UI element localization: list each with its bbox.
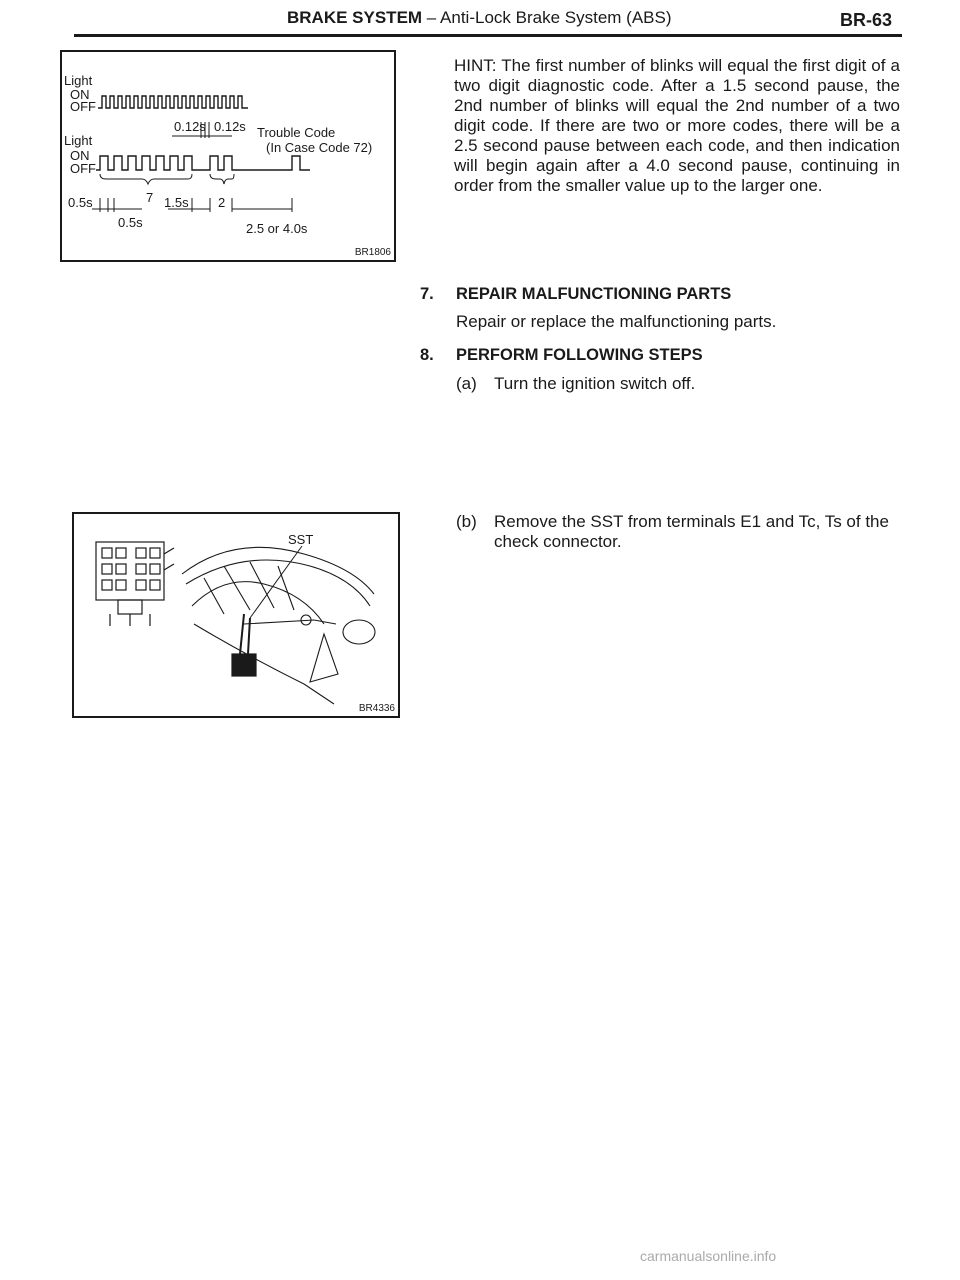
light-label-2: Light — [64, 133, 93, 148]
t-012-left: 0.12s — [174, 119, 206, 134]
header-title-bold: BRAKE SYSTEM — [287, 8, 423, 27]
header-title — [287, 8, 672, 28]
t-05-left: 0.5s — [68, 195, 93, 210]
code-72-pulses — [96, 156, 310, 170]
step-7-text: Repair or replace the malfunctioning parts. — [456, 312, 777, 331]
digit-7-label: 7 — [146, 190, 154, 205]
connector-figure — [72, 512, 400, 718]
blink-timing-diagram — [62, 52, 394, 260]
t-05-bottom: 0.5s — [118, 215, 143, 230]
step-8-number: 8. — [420, 346, 434, 364]
header-rule — [74, 34, 902, 37]
step-7-number: 7. — [420, 285, 434, 303]
sst-tool — [232, 546, 302, 676]
watermark-text: carmanualsonline.info — [640, 1248, 777, 1264]
step-7-heading — [420, 285, 731, 304]
blink-timing-figure — [60, 50, 396, 262]
step-7-title: REPAIR MALFUNCTIONING PARTS — [456, 285, 732, 303]
step-8-heading — [420, 346, 703, 365]
step-8a-letter: (a) — [456, 374, 477, 393]
light-label-1: Light — [64, 73, 93, 88]
t-25-label: 2.5 or 4.0s — [246, 221, 308, 236]
trouble-code-label: Trouble Code — [257, 125, 336, 140]
on-label-1: ON — [70, 87, 90, 102]
on-label-2: ON — [70, 148, 90, 163]
page-number: BR-63 — [840, 10, 893, 30]
step-8a-text: Turn the ignition switch off. — [494, 374, 696, 393]
header-title-rest: – Anti-Lock Brake System (ABS) — [422, 8, 672, 27]
connector-illustration — [74, 514, 398, 716]
figure-code: BR1806 — [354, 247, 391, 258]
hint-paragraph: HINT: The first number of blinks will equal the first digit of a two digit diagnostic code. After a 1.5 second pause, the 2nd number of blinks will equal the 2nd number of a two digit code. If there are two or more codes, there will be a 2.5 second pause between each code, and then indication will begin again after a 4.0 second pause, continuing in order from the smaller value up to the larger one. — [454, 56, 900, 195]
digit-2-label: 2 — [218, 195, 226, 210]
step-8b — [456, 512, 902, 552]
fast-blink-pulses — [98, 96, 248, 108]
figure-code-2: BR4336 — [358, 703, 395, 714]
t-012-right: 0.12s — [214, 119, 246, 134]
off-label-1: OFF — [70, 99, 96, 114]
engine-bay-sketch — [182, 547, 375, 704]
sst-label: SST — [288, 532, 314, 547]
in-case-label: (In Case Code 72) — [266, 140, 373, 155]
check-connector-detail — [96, 542, 174, 626]
step-8-title: PERFORM FOLLOWING STEPS — [456, 346, 703, 364]
t-15-label: 1.5s — [164, 195, 189, 210]
step-8a — [456, 374, 695, 394]
step-8b-text: Remove the SST from terminals E1 and Tc, Ts of the check connector. — [494, 512, 889, 551]
step-8b-letter: (b) — [456, 512, 477, 531]
off-label-2: OFF — [70, 161, 96, 176]
